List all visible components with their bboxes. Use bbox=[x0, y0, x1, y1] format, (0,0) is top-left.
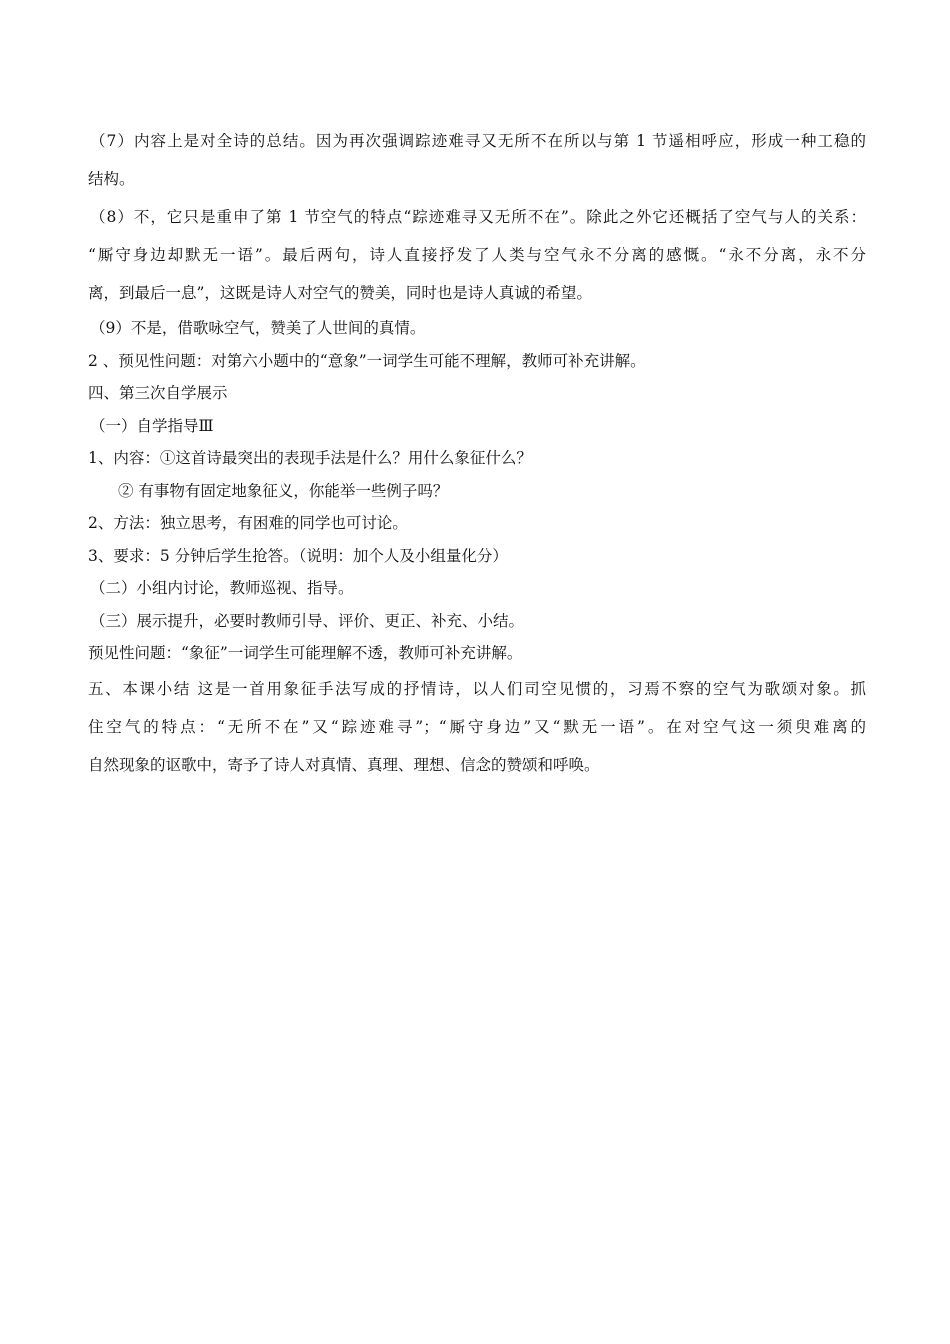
summary-line-3: 自然现象的讴歌中，寄予了诗人对真情、真理、理想、信念的赞颂和呼唤。 bbox=[88, 755, 600, 774]
anticipated-question-2: 预见性问题：“象征”一词学生可能理解不透，教师可补充讲解。 bbox=[88, 644, 523, 662]
summary-line-1: 五、本课小结 这是一首用象征手法写成的抒情诗，以人们司空见惯的，习焉不察的空气为歌颂对象。抓 bbox=[88, 679, 866, 698]
subsection-group-discussion: （二）小组内讨论，教师巡视、指导。 bbox=[90, 579, 354, 597]
guide-content-item-2: ② 有事物有固定地象征义，你能举一些例子吗？ bbox=[118, 481, 449, 500]
subsection-self-study-guide: （一）自学指导Ⅲ bbox=[90, 416, 214, 435]
answer-7-line-1: （7）内容上是对全诗的总结。因为再次强调踪迹难寻又无所不在所以与第 1 节遥相呼应，形成一种工稳的 bbox=[90, 132, 866, 150]
guide-content-item-1: 1、内容：①这首诗最突出的表现手法是什么？用什么象征什么？ bbox=[88, 449, 532, 467]
answer-9: （9）不是，借歌咏空气，赞美了人世间的真情。 bbox=[90, 319, 426, 337]
document-body bbox=[88, 122, 866, 784]
answer-8-line-1: （8）不，它只是重申了第 1 节空气的特点“踪迹难寻又无所不在”。除此之外它还概括了空气与人的关系： bbox=[90, 208, 866, 226]
answer-8-line-2: “厮守身边却默无一语”。最后两句，诗人直接抒发了人类与空气永不分离的感慨。“永不分离，永不分 bbox=[88, 246, 866, 264]
guide-requirement: 3、要求：5 分钟后学生抢答。（说明：加个人及小组量化分） bbox=[88, 546, 508, 565]
answer-8-line-3: 离，到最后一息”，这既是诗人对空气的赞美，同时也是诗人真诚的希望。 bbox=[88, 284, 592, 302]
guide-method: 2、方法：独立思考，有困难的同学也可讨论。 bbox=[88, 514, 408, 532]
summary-line-2: 住空气的特点：“无所不在”又“踪迹难寻”；“厮守身边”又“默无一语”。在对空气这一须臾难离的 bbox=[88, 717, 866, 736]
anticipated-question-1: 2 、预见性问题：对第六小题中的“意象”一词学生可能不理解，教师可补充讲解。 bbox=[88, 351, 646, 370]
section-heading-4: 四、第三次自学展示 bbox=[88, 384, 228, 402]
subsection-presentation: （三）展示提升，必要时教师引导、评价、更正、补充、小结。 bbox=[90, 611, 525, 630]
answer-7-line-2: 结构。 bbox=[88, 170, 135, 188]
